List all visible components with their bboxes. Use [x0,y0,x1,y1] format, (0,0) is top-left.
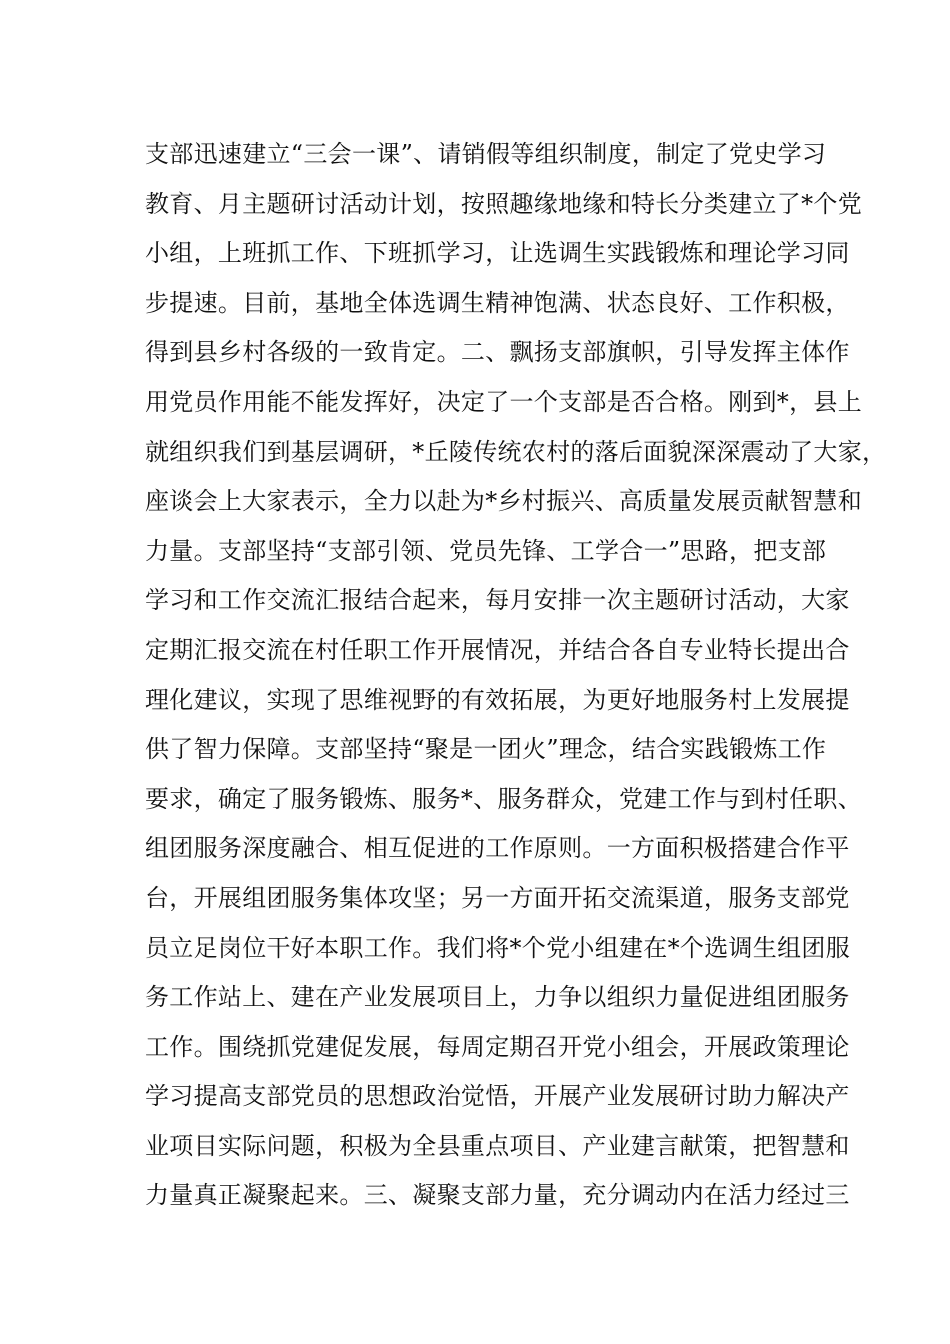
text-line-19: 工作。围绕抓党建促发展，每周定期召开党小组会，开展政策理论 [145,1032,850,1061]
text-line-22: 力量真正凝聚起来。三、凝聚支部力量，充分调动内在活力经过三 [145,1181,850,1210]
text-line-5: 得到县乡村各级的一致肯定。二、飘扬支部旗帜，引导发挥主体作 [145,338,850,367]
text-line-21: 业项目实际问题，积极为全县重点项目、产业建言献策，把智慧和 [145,1131,850,1160]
text-line-15: 组团服务深度融合、相互促进的工作原则。一方面积极搭建合作平 [145,834,850,863]
text-line-1: 支部迅速建立“三会一课”、请销假等组织制度，制定了党史学习 [145,140,827,168]
text-line-4: 步提速。目前，基地全体选调生精神饱满、状态良好、工作积极， [145,288,850,317]
text-line-7: 就组织我们到基层调研，*丘陵传统农村的落后面貌深深震动了大家， [145,437,887,466]
text-line-18: 务工作站上、建在产业发展项目上，力争以组织力量促进组团服务 [145,983,850,1012]
body-text [145,130,887,1221]
text-line-13: 供了智力保障。支部坚持“聚是一团火”理念，结合实践锻炼工作 [145,735,827,764]
text-line-8: 座谈会上大家表示，全力以赴为*乡村振兴、高质量发展贡献智慧和 [145,487,862,516]
text-line-2: 教育、月主题研讨活动计划，按照趣缘地缘和特长分类建立了*个党 [145,189,862,218]
text-line-6: 用党员作用能不能发挥好，决定了一个支部是否合格。刚到*，县上 [145,387,862,416]
text-line-11: 定期汇报交流在村任职工作开展情况，并结合各自专业特长提出合 [145,635,850,664]
text-line-12: 理化建议，实现了思维视野的有效拓展，为更好地服务村上发展提 [145,685,850,714]
text-line-3: 小组，上班抓工作、下班抓学习，让选调生实践锻炼和理论学习同 [145,239,850,268]
text-line-17: 员立足岗位干好本职工作。我们将*个党小组建在*个选调生组团服 [145,933,850,962]
text-line-10: 学习和工作交流汇报结合起来，每月安排一次主题研讨活动，大家 [145,586,850,615]
text-line-14: 要求，确定了服务锻炼、服务*、服务群众，党建工作与到村任职、 [145,784,862,813]
text-line-9: 力量。支部坚持“支部引领、党员先锋、工学合一”思路，把支部 [145,536,827,565]
text-line-20: 学习提高支部党员的思想政治觉悟，开展产业发展研讨助力解决产 [145,1082,850,1111]
text-line-16: 台，开展组团服务集体攻坚；另一方面开拓交流渠道，服务支部党 [145,883,850,912]
